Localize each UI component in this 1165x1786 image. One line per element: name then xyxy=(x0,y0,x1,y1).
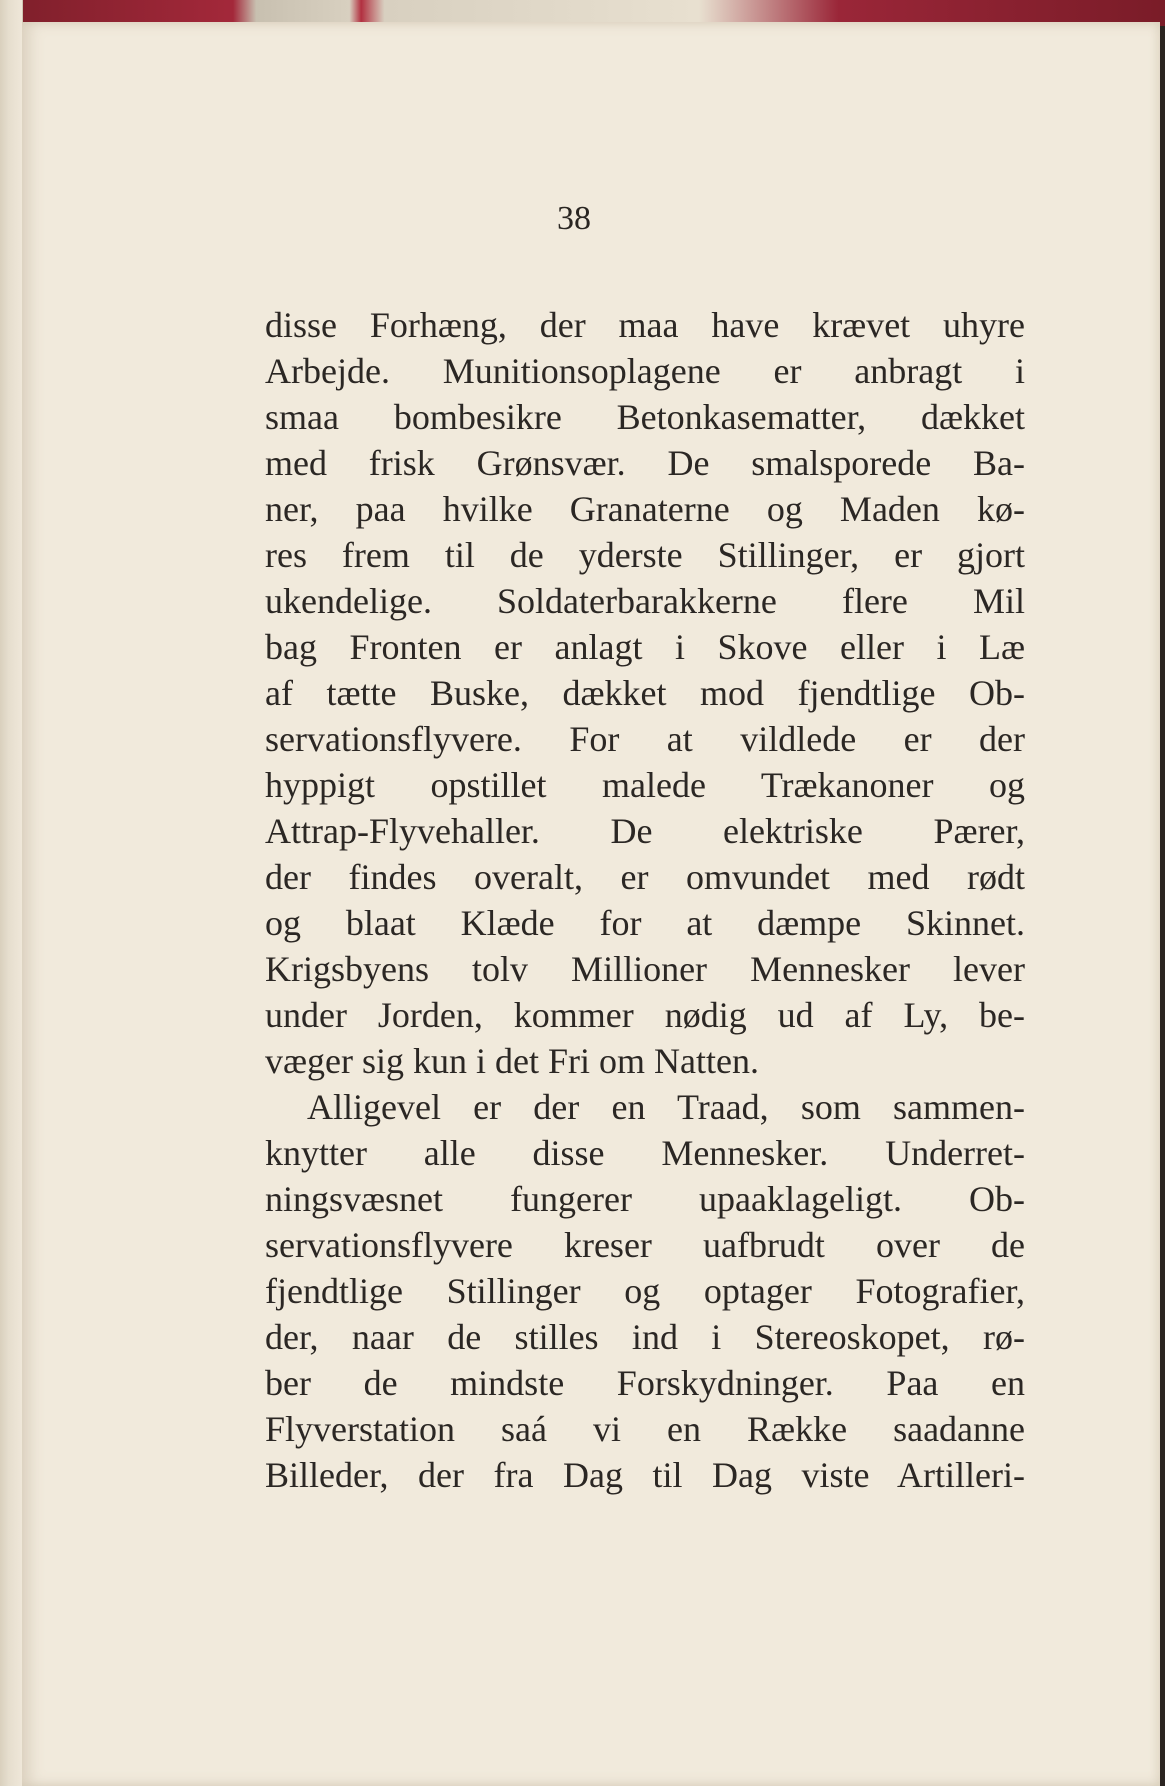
text-line: bag Fronten er anlagt i Skove eller i Læ xyxy=(265,627,1025,667)
text-line: disse Forhæng, der maa have krævet uhyre xyxy=(265,305,1025,345)
text-line: der, naar de stilles ind i Stereoskopet, rø- xyxy=(265,1317,1025,1357)
text-line: servationsflyvere kreser uafbrudt over de xyxy=(265,1225,1025,1265)
text-line: med frisk Grønsvær. De smalsporede Ba- xyxy=(265,443,1025,483)
text-line: Krigsbyens tolv Millioner Mennesker lever xyxy=(265,949,1025,989)
text-line: under Jorden, kommer nødig ud af Ly, be- xyxy=(265,995,1025,1035)
paragraph-2 xyxy=(265,1084,1025,1498)
text-line: smaa bombesikre Betonkasematter, dækket xyxy=(265,397,1025,437)
text-line: ber de mindste Forskydninger. Paa en xyxy=(265,1363,1025,1403)
text-line: hyppigt opstillet malede Trækanoner og xyxy=(265,765,1025,805)
text-line: væger sig kun i det Fri om Natten. xyxy=(265,1041,759,1081)
text-line: Arbejde. Munitionsoplagene er anbragt i xyxy=(265,351,1025,391)
text-line: af tætte Buske, dækket mod fjendtlige Ob- xyxy=(265,673,1025,713)
book-page xyxy=(22,22,1160,1786)
text-line: der findes overalt, er omvundet med rødt xyxy=(265,857,1025,897)
text-line: Attrap-Flyvehaller. De elektriske Pærer, xyxy=(265,811,1025,851)
text-line: og blaat Klæde for at dæmpe Skinnet. xyxy=(265,903,1025,943)
paragraph-1 xyxy=(265,302,1025,1084)
text-line: servationsflyvere. For at vildlede er der xyxy=(265,719,1025,759)
text-line: res frem til de yderste Stillinger, er gjort xyxy=(265,535,1025,575)
text-line: ner, paa hvilke Granaterne og Maden kø- xyxy=(265,489,1025,529)
page-number: 38 xyxy=(557,200,591,237)
text-line: fjendtlige Stillinger og optager Fotografier, xyxy=(265,1271,1025,1311)
text-line: Alligevel er der en Traad, som sammen- xyxy=(307,1087,1025,1127)
book-spine-gutter xyxy=(0,0,23,1786)
text-line: Flyverstation saá vi en Række saadanne xyxy=(265,1409,1025,1449)
text-line: Billeder, der fra Dag til Dag viste Artilleri- xyxy=(265,1455,1025,1495)
text-line: knytter alle disse Mennesker. Underret- xyxy=(265,1133,1025,1173)
text-line: ningsvæsnet fungerer upaaklageligt. Ob- xyxy=(265,1179,1025,1219)
text-line: ukendelige. Soldaterbarakkerne flere Mil xyxy=(265,581,1025,621)
body-text xyxy=(265,302,1025,1498)
